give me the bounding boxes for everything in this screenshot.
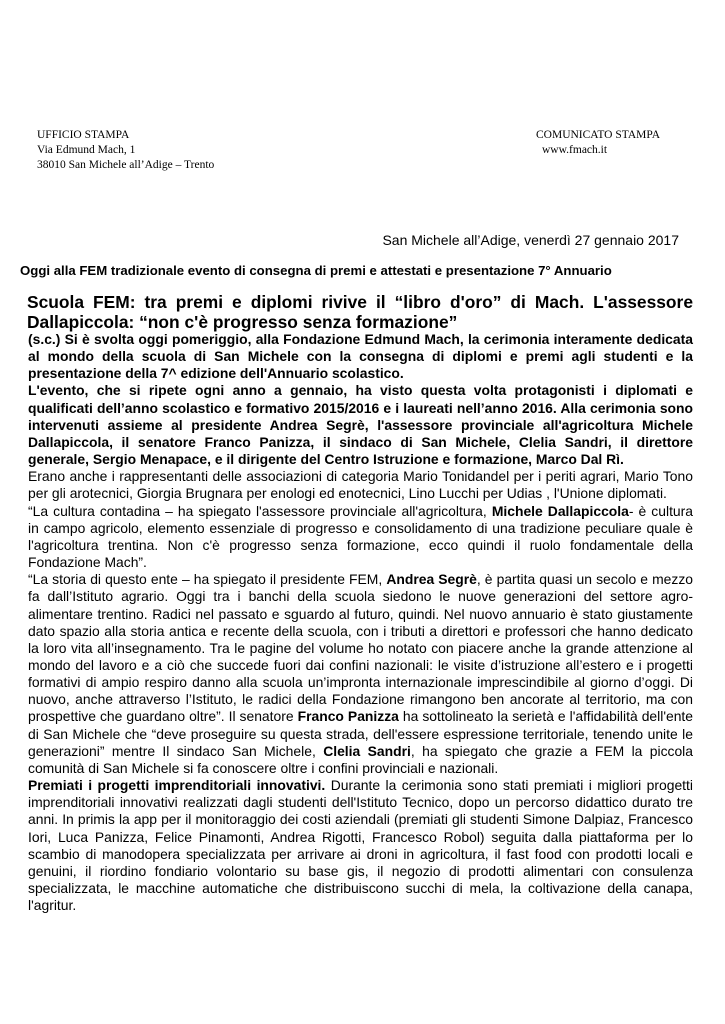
speaker-name: Clelia Sandri [323,742,411,759]
press-office-address [37,128,214,173]
subheading: Oggi alla FEM tradizionale evento di consegna di premi e attestati e presentazione 7° Annuario [20,263,612,278]
release-type: COMUNICATO STAMPA [536,129,661,141]
website-link[interactable]: www.fmach.it [542,144,608,156]
press-release-label [536,128,694,158]
office-city: 38010 San Michele all’Adige – Trento [37,159,215,171]
speaker-name: Andrea Segrè [386,571,477,588]
quote-text: “La cultura contadina – ha spiegato l'assessore provinciale all'agricoltura, [28,502,492,519]
section-lead: Premiati i progetti imprenditoriali innovativi. [28,777,326,794]
article-body [28,331,693,914]
paragraph-intro: (s.c.) Si è svolta oggi pomeriggio, alla Fondazione Edmund Mach, la cerimonia interamente dedicata al mondo della scuola di San Michele con la consegna di diplomi e premi agli studenti e la presentazione della 7^ edizione dell'Annuario scolastico. [28,331,693,382]
release-date: San Michele all’Adige, venerdì 27 gennaio 2017 [382,232,679,248]
quote-text: “La storia di questo ente – ha spiegato il presidente FEM, [28,571,387,588]
quote-text: - è cultura in campo agricolo, elemento essenziale di progresso e consolidamento di una tradizione peculiare quale è l'agricoltura trentina. Non c'è progresso senza formazione, ecco quindi il ruolo fondamentale della Fondazione Mach”. [28,502,694,571]
paragraph-representatives: Erano anche i rappresentanti delle associazioni di categoria Mario Tonidandel per i periti agrari, Mario Tono per gli arotecnici, Giorgia Brugnara per enologi ed enotecnici, Lino Lucchi per Udias , l'Unione diplomati. [28,468,693,502]
speaker-name: Michele Dallapiccola [491,502,629,519]
speaker-name: Franco Panizza [297,708,399,725]
paragraph-event: L'evento, che si ripete ogni anno a gennaio, ha visto questa volta protagonisti i diplomati e qualificati dell’anno scolastico e formativo 2015/2016 e i laureati nell’anno 2016. Alla cerimonia sono intervenuti assieme al presidente Andrea Segrè, l'assessore provinciale all'agricoltura Michele Dallapiccola, il senatore Franco Panizza, il sindaco di San Michele, Clelia Sandri, il direttore generale, Sergio Menapace, e il dirigente del Centro Istruzione e formazione, Marco Dal Rì. [28,382,693,468]
article-title: Scuola FEM: tra premi e diplomi rivive il “libro d'oro” di Mach. L'assessore Dallapiccola: “non c'è progresso senza formazione” [27,292,693,332]
quote-text: ha sottolineato la serietà e l'affidabilità dell'ente di San Michele che “deve proseguire su questa strada, dell'essere espressione territoriale, tenendo unite le generazioni” mentre Il sindaco San Michele, [28,708,694,759]
office-name: UFFICIO STAMPA [37,129,130,141]
paragraph-awards [28,777,693,914]
quote-text: , ha spiegato che grazie a FEM la piccola comunità di San Michele si fa conoscere oltre i confini provinciali e nazionali. [28,742,693,776]
paragraph-segre-quote [28,571,693,777]
quote-text: , è partita quasi un secolo e mezzo fa dall’Istituto agrario. Oggi tra i banchi della scuola siedono le nuove generazioni del settore agro-alimentare trentino. Radici nel passato e sguardo al futuro, quindi. Nel nuovo annuario è stato giustamente dato spazio alla storia antica e recente della scuola, con i tributi a direttori e professori che hanno dedicato la loro vita all’insegnamento. Tra le pagine del volume ho notato con piacere anche la grande attenzione al mondo del lavoro e a ciò che succede fuori dai confini nazionali: le visite d’istruzione all’estero e i progetti formativi di ampio respiro danno alla scuola un’impronta internazionale imprescindibile al giorno d’oggi. Di nuovo, anche attraverso l’Istituto, le radici della Fondazione rimangono ben ancorate al territorio, ma con prospettive che guardano oltre”. Il senatore [28,571,694,725]
office-street: Via Edmund Mach, 1 [37,144,136,156]
paragraph-text: Durante la cerimonia sono stati premiati i migliori progetti imprenditoriali innovativi realizzati dagli studenti dell'Istituto Tecnico, dopo un percorso didattico durato tre anni. In primis la app per il monitoraggio dei costi aziendali (premiati gli studenti Simone Dalpiaz, Francesco Iori, Luca Panizza, Felice Pinamonti, Andrea Rigotti, Francesco Robol) seguita dalla piattaforma per lo scambio di manodopera specializzata per arrivare ai droni in agricoltura, il fast food con prodotti locali e genuini, il riordino fondiario volontario su base gis, il negozio di prodotti alimentari con consulenza specializzata, le macchine automatiche che distribuiscono succhi di mela, la coltivazione della canapa, l'agritur. [28,777,693,914]
paragraph-dallapiccola-quote [28,503,693,572]
